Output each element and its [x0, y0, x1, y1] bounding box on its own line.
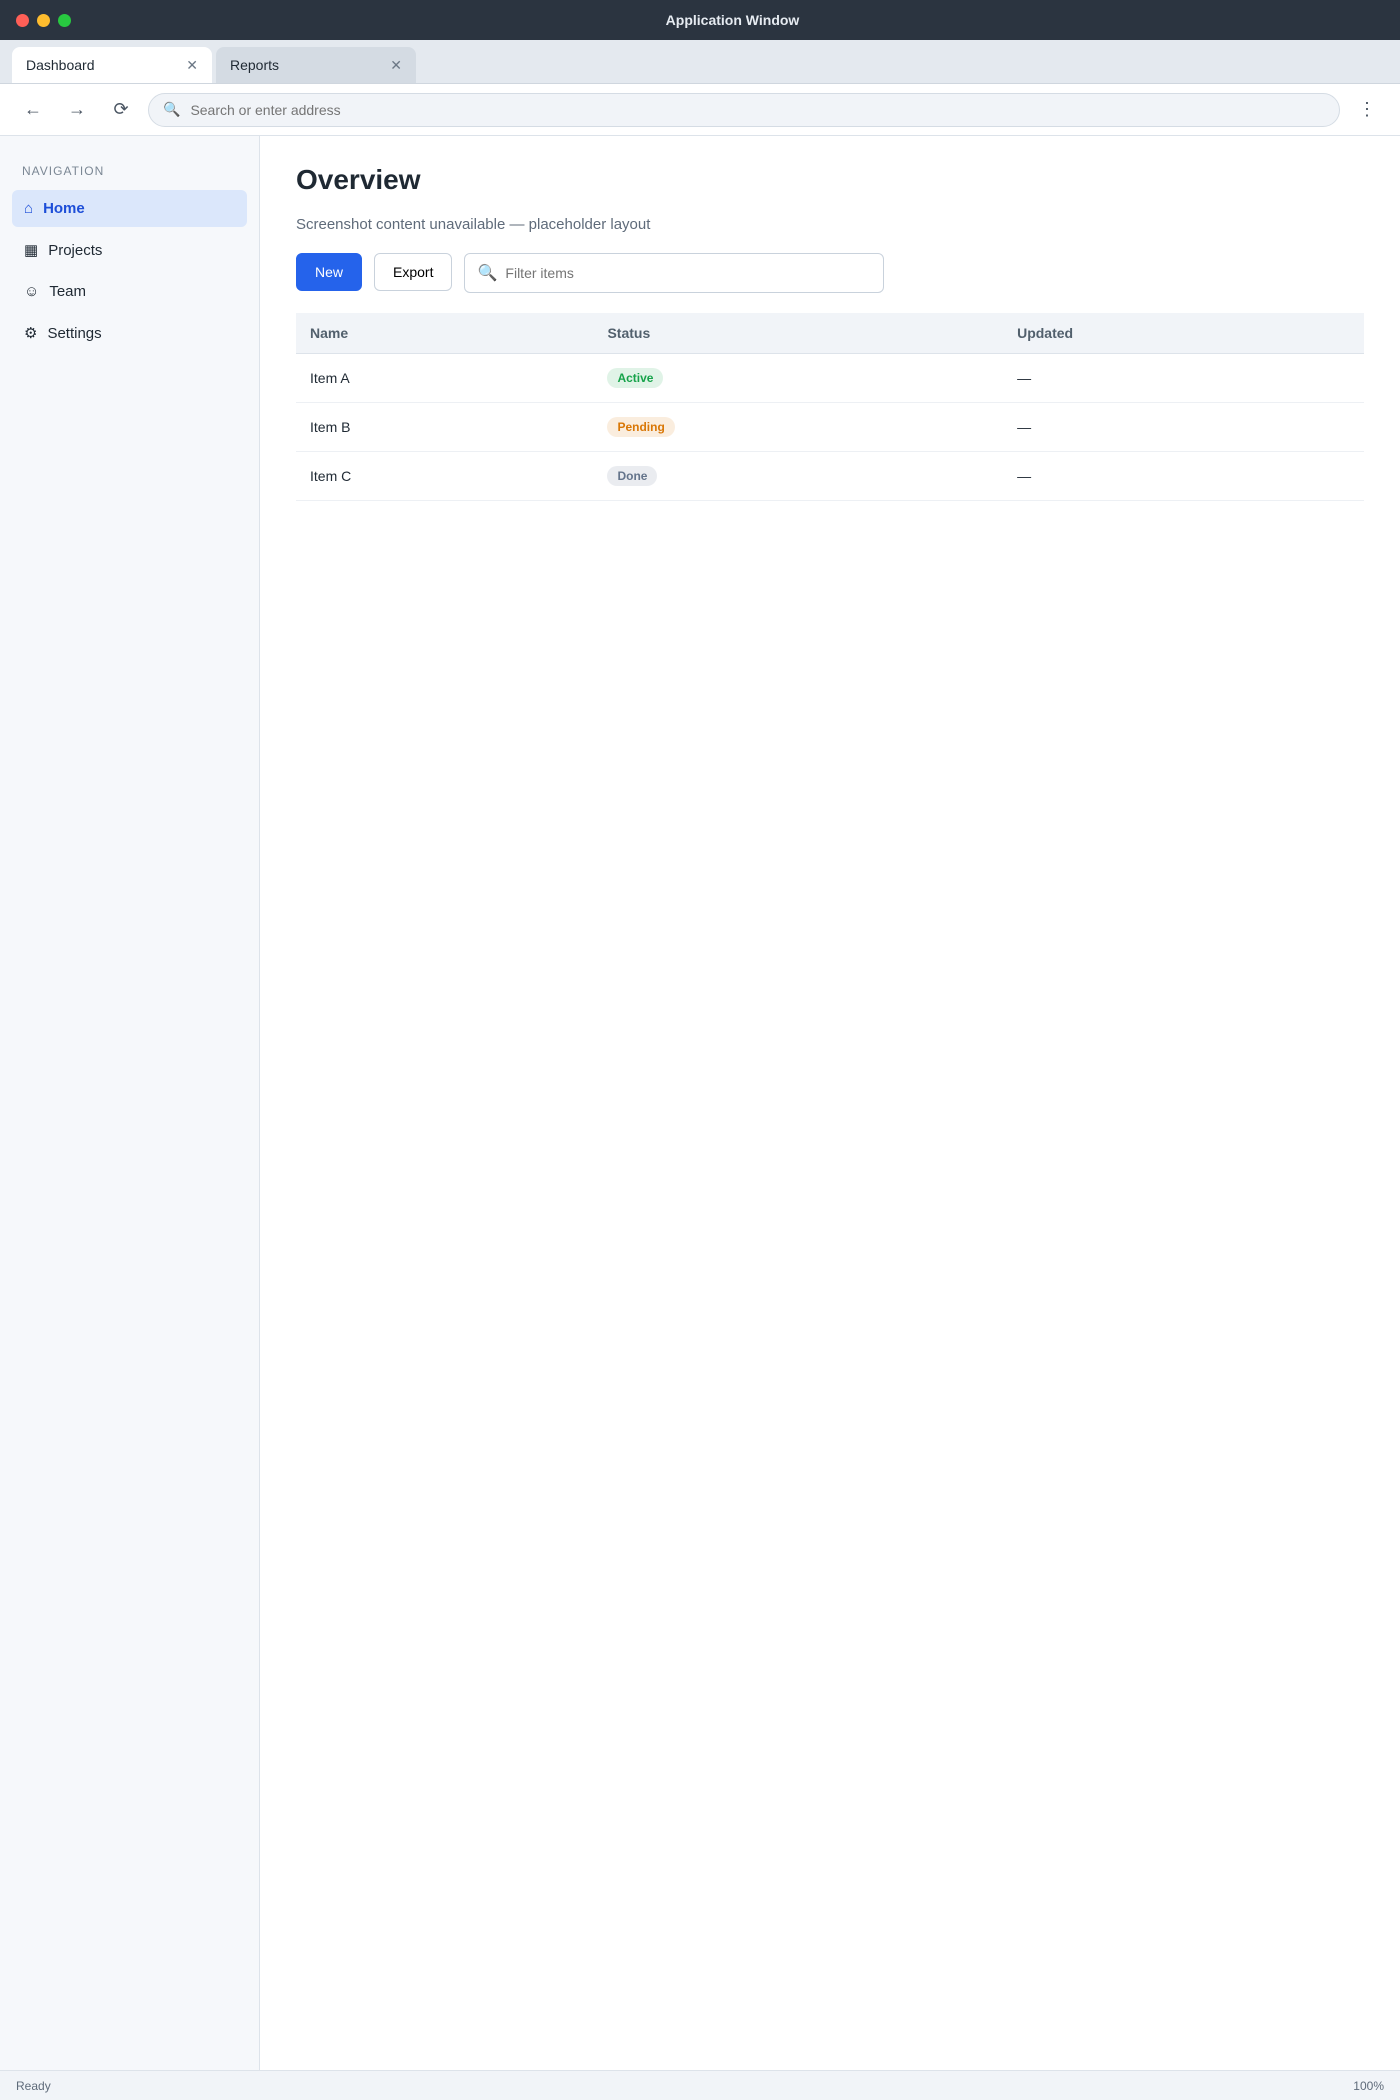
tab-label: Dashboard	[26, 57, 95, 73]
cell-name: Item A	[296, 354, 593, 403]
close-tab-icon[interactable]: ✕	[186, 56, 198, 73]
sidebar-item-label: Home	[43, 200, 85, 217]
gear-icon: ⚙	[24, 325, 38, 342]
filter-box[interactable]	[464, 253, 884, 293]
action-bar	[296, 253, 1364, 293]
content-area	[0, 136, 1400, 2070]
maximize-window-button[interactable]	[58, 14, 71, 27]
close-window-button[interactable]	[16, 14, 29, 27]
home-icon: ⌂	[24, 200, 34, 217]
cell-updated: —	[1003, 403, 1364, 452]
table-header-row	[296, 313, 1364, 354]
status-badge: Done	[607, 466, 657, 486]
tab-strip	[0, 40, 1400, 84]
status-text: Ready	[16, 2078, 51, 2093]
minimize-window-button[interactable]	[37, 14, 50, 27]
column-header[interactable]: Status	[593, 313, 1003, 354]
filter-input[interactable]	[505, 265, 871, 281]
cell-updated: —	[1003, 452, 1364, 501]
back-button[interactable]: ←	[24, 99, 42, 119]
toolbar	[0, 84, 1400, 136]
sidebar-heading: NAVIGATION	[22, 164, 105, 178]
sidebar-item-settings[interactable]	[12, 314, 247, 352]
column-header[interactable]: Name	[296, 313, 593, 354]
sidebar-item-label: Settings	[47, 324, 102, 342]
column-header[interactable]: Updated	[1003, 313, 1364, 354]
sidebar	[0, 136, 260, 2070]
cell-updated: —	[1003, 354, 1364, 403]
new-button[interactable]: New	[296, 253, 362, 291]
title-bar	[0, 0, 1400, 40]
status-bar	[0, 2070, 1400, 2100]
forward-button[interactable]: →	[68, 99, 86, 119]
close-tab-icon[interactable]: ✕	[390, 56, 402, 73]
status-badge: Pending	[607, 417, 674, 437]
tab-dashboard[interactable]	[12, 47, 212, 83]
filter-icon: 🔍	[477, 265, 498, 282]
cell-name: Item B	[296, 403, 593, 452]
sidebar-item-home[interactable]	[12, 190, 247, 227]
search-icon: 🔍	[163, 101, 181, 117]
zoom-level[interactable]: 100%	[1353, 2078, 1384, 2093]
tab-reports[interactable]	[216, 47, 416, 83]
table-row[interactable]	[296, 354, 1364, 403]
page-title: Overview	[296, 164, 421, 195]
grid-icon: ▦	[24, 242, 39, 259]
reload-button[interactable]: ⟳	[113, 99, 129, 119]
people-icon: ☺	[24, 283, 40, 300]
window-controls	[16, 14, 71, 27]
sidebar-item-team[interactable]	[12, 273, 247, 310]
window-title: Application Window	[665, 12, 800, 28]
main-panel	[260, 136, 1400, 2070]
menu-button[interactable]: ⋮	[1358, 99, 1376, 119]
export-button[interactable]: Export	[374, 253, 452, 291]
sidebar-item-label: Team	[49, 283, 87, 300]
address-bar[interactable]	[148, 93, 1340, 127]
cell-name: Item C	[296, 452, 593, 501]
table-row[interactable]	[296, 403, 1364, 452]
page-subtitle: Screenshot content unavailable — placeholder layout	[296, 216, 651, 233]
address-input[interactable]	[190, 102, 1325, 118]
tab-label: Reports	[230, 57, 280, 73]
sidebar-item-label: Projects	[48, 241, 103, 259]
status-badge: Active	[607, 368, 663, 388]
data-table	[296, 313, 1364, 501]
sidebar-item-projects[interactable]	[12, 231, 247, 269]
table-row[interactable]	[296, 452, 1364, 501]
